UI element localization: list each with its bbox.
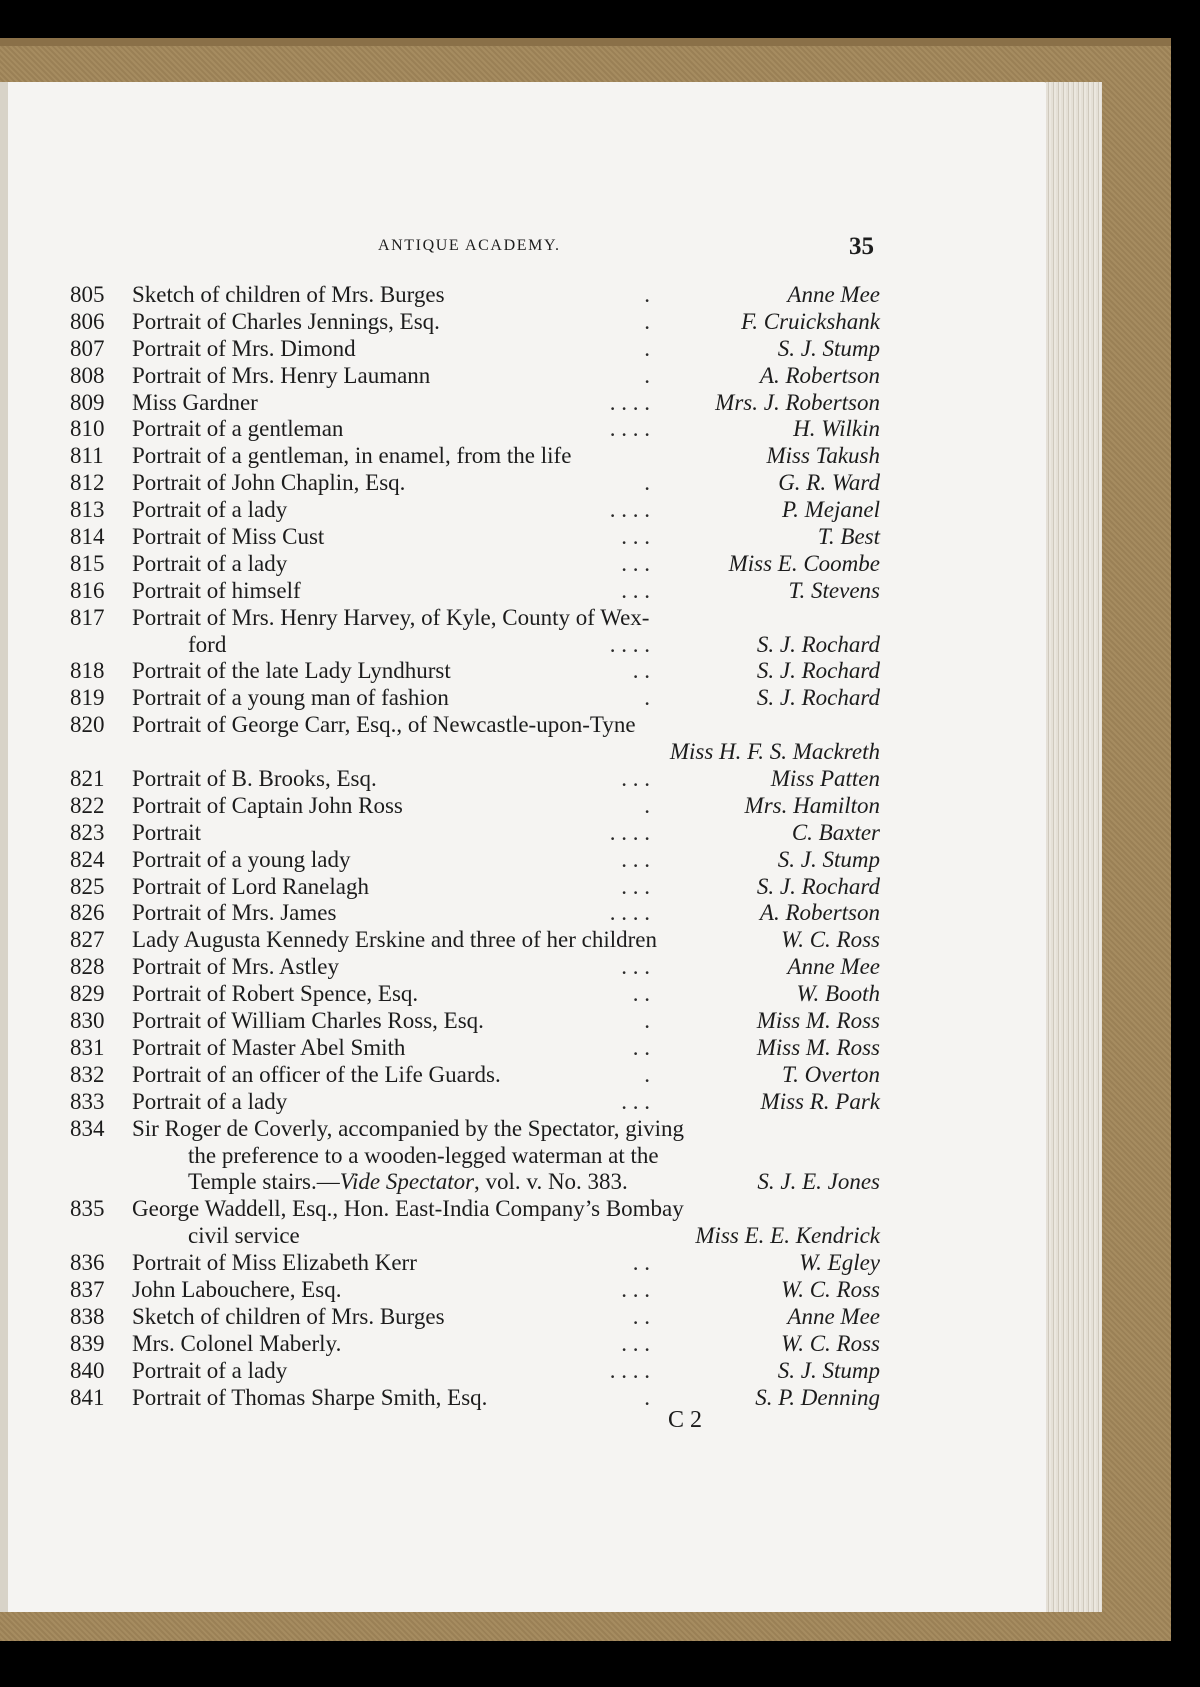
- entry-continuation: ford: [188, 631, 227, 657]
- catalogue-entry: [70, 1331, 880, 1358]
- leader-dots: .: [644, 470, 650, 496]
- entry-continuation-line: [70, 632, 880, 659]
- entry-artist: S. J. Rochard: [756, 685, 880, 711]
- catalogue-entry: [70, 874, 880, 901]
- catalogue-entry: [70, 309, 880, 336]
- entry-number: 829: [70, 981, 105, 1007]
- entry-line: [70, 1089, 880, 1116]
- entry-number: 824: [70, 846, 105, 872]
- leader-dots: .: [644, 335, 650, 361]
- entry-line: [70, 1331, 880, 1358]
- entry-title: Portrait of himself: [132, 577, 301, 603]
- entry-continuation: civil service: [188, 1223, 300, 1249]
- catalogue-entry: [70, 658, 880, 685]
- entry-number: 838: [70, 1303, 105, 1329]
- entry-continuation-line: [70, 739, 880, 766]
- entry-title: Portrait of Mrs. James: [132, 900, 337, 926]
- leader-dots: . . .: [621, 1088, 650, 1114]
- entry-artist: Anne Mee: [787, 954, 880, 980]
- entry-line: [70, 954, 880, 981]
- catalogue-entry: [70, 712, 880, 766]
- leader-dots: . .: [632, 981, 650, 1007]
- entry-title: Portrait of Robert Spence, Esq.: [132, 981, 419, 1007]
- leader-dots: . . . .: [609, 416, 650, 442]
- catalogue-entry: [70, 900, 880, 927]
- entry-line: [70, 685, 880, 712]
- entry-title: Portrait of Lord Ranelagh: [132, 873, 369, 899]
- page-fore-edge: [1046, 82, 1102, 1612]
- entry-number: 833: [70, 1088, 105, 1114]
- entry-title: Portrait of Miss Elizabeth Kerr: [132, 1250, 417, 1276]
- catalogue-entry: [70, 551, 880, 578]
- entry-artist: T. Overton: [782, 1061, 880, 1087]
- leader-dots: .: [644, 1384, 650, 1410]
- entry-artist: W. C. Ross: [781, 1330, 880, 1356]
- entry-line: [70, 927, 880, 954]
- entry-number: 837: [70, 1276, 105, 1302]
- entry-line: [70, 524, 880, 551]
- entry-artist: A. Robertson: [759, 900, 880, 926]
- entry-title: Portrait of an officer of the Life Guards.: [132, 1061, 501, 1087]
- entry-number: 820: [70, 712, 105, 738]
- entry-title: Portrait: [132, 819, 201, 845]
- entry-title: Portrait of George Carr, Esq., of Newcastle-upon-Tyne: [132, 712, 636, 738]
- entry-line: [70, 1277, 880, 1304]
- entry-artist: Miss Takush: [766, 443, 880, 469]
- leader-dots: . . .: [621, 524, 650, 550]
- entry-title: Portrait of Mrs. Henry Laumann: [132, 362, 431, 388]
- entry-line: [70, 712, 880, 739]
- entry-number: 812: [70, 470, 105, 496]
- entry-artist: Anne Mee: [787, 1303, 880, 1329]
- entry-title: Portrait of Mrs. Dimond: [132, 335, 356, 361]
- leader-dots: . .: [632, 1250, 650, 1276]
- entry-line: [70, 1250, 880, 1277]
- entry-title: Sketch of children of Mrs. Burges: [132, 1303, 445, 1329]
- catalogue-entry: [70, 927, 880, 954]
- entry-title: Portrait of William Charles Ross, Esq.: [132, 1008, 484, 1034]
- entry-line: [70, 551, 880, 578]
- catalogue-entry: [70, 1035, 880, 1062]
- catalogue-entry: [70, 1196, 880, 1250]
- entry-citation-italic: Vide Spectator: [339, 1169, 475, 1195]
- entry-line: [70, 900, 880, 927]
- catalogue-entry: [70, 497, 880, 524]
- entry-artist: C. Baxter: [791, 819, 880, 845]
- leader-dots: .: [644, 1008, 650, 1034]
- entry-line: [70, 1116, 880, 1143]
- entry-number: 809: [70, 389, 105, 415]
- entry-title: Portrait of a lady: [132, 1357, 288, 1383]
- entry-artist: S. J. E. Jones: [757, 1169, 880, 1195]
- leader-dots: . . .: [621, 1276, 650, 1302]
- entry-continuation-line: [70, 1143, 880, 1170]
- entry-number: 816: [70, 577, 105, 603]
- entry-title: Sir Roger de Coverly, accompanied by the Spectator, giving: [132, 1115, 684, 1141]
- entry-artist: Anne Mee: [787, 282, 880, 307]
- entry-number: 830: [70, 1008, 105, 1034]
- entry-continuation-text: Temple stairs.—: [188, 1169, 340, 1195]
- leader-dots: .: [644, 308, 650, 334]
- leader-dots: . . . .: [609, 819, 650, 845]
- entry-title: Portrait of a young man of fashion: [132, 685, 449, 711]
- entry-line: [70, 981, 880, 1008]
- entry-line: [70, 766, 880, 793]
- entry-title: Portrait of Captain John Ross: [132, 792, 403, 818]
- entry-number: 808: [70, 362, 105, 388]
- entry-title: Portrait of Master Abel Smith: [132, 1034, 406, 1060]
- catalogue-entry: [70, 1250, 880, 1277]
- entry-line: [70, 1008, 880, 1035]
- entry-line: [70, 847, 880, 874]
- catalogue-entry: [70, 954, 880, 981]
- entry-line: [70, 390, 880, 417]
- entry-title: Sketch of children of Mrs. Burges: [132, 282, 445, 307]
- entry-title: Lady Augusta Kennedy Erskine and three of her children: [132, 927, 657, 953]
- entry-number: 814: [70, 524, 105, 550]
- entry-line: [70, 282, 880, 309]
- entry-title: Portrait of a lady: [132, 497, 288, 523]
- entry-number: 817: [70, 604, 105, 630]
- leader-dots: . . .: [621, 577, 650, 603]
- entry-line: [70, 497, 880, 524]
- catalogue-entry: [70, 685, 880, 712]
- catalogue-entry: [70, 578, 880, 605]
- entry-line: [70, 1035, 880, 1062]
- entry-line: [70, 443, 880, 470]
- running-head: ANTIQUE ACADEMY.: [378, 237, 561, 254]
- catalogue-entry: [70, 1116, 880, 1197]
- catalogue-entry: [70, 1385, 880, 1412]
- entry-artist: T. Best: [817, 524, 880, 550]
- leader-dots: . . .: [621, 846, 650, 872]
- entry-number: 826: [70, 900, 105, 926]
- entry-artist: W. C. Ross: [781, 1276, 880, 1302]
- entry-title: Portrait of a lady: [132, 550, 288, 576]
- entry-number: 810: [70, 416, 105, 442]
- entry-title: Portrait of a gentleman: [132, 416, 344, 442]
- entry-number: 839: [70, 1330, 105, 1356]
- entry-artist: Miss M. Ross: [756, 1008, 880, 1034]
- catalogue-entry: [70, 1089, 880, 1116]
- entry-artist: A. Robertson: [759, 362, 880, 388]
- entry-title: Portrait of B. Brooks, Esq.: [132, 766, 377, 792]
- entry-artist: T. Stevens: [788, 577, 880, 603]
- catalogue-entry: [70, 847, 880, 874]
- entry-number: 818: [70, 658, 105, 684]
- leader-dots: . . . .: [609, 497, 650, 523]
- entry-continuation-text: , vol. v. No. 383.: [474, 1169, 628, 1195]
- entry-artist: Miss H. F. S. Mackreth: [669, 739, 880, 765]
- catalogue-entry: [70, 390, 880, 417]
- entry-title: Portrait of a gentleman, in enamel, from the life: [132, 443, 572, 469]
- leader-dots: . . .: [621, 1330, 650, 1356]
- cover-edge: [0, 38, 1171, 46]
- entry-title: Portrait of John Chaplin, Esq.: [132, 470, 406, 496]
- entry-line: [70, 470, 880, 497]
- entry-number: 840: [70, 1357, 105, 1383]
- entry-number: 813: [70, 497, 105, 523]
- catalogue-entry: [70, 1008, 880, 1035]
- entry-number: 832: [70, 1061, 105, 1087]
- entry-artist: Miss Patten: [770, 766, 880, 792]
- entry-artist: S. J. Rochard: [756, 631, 880, 657]
- entry-line: [70, 363, 880, 390]
- entry-title: Portrait of the late Lady Lyndhurst: [132, 658, 451, 684]
- entry-artist: W. C. Ross: [781, 927, 880, 953]
- entry-line: [70, 336, 880, 363]
- entry-line: [70, 658, 880, 685]
- entry-number: 815: [70, 550, 105, 576]
- entry-artist: Mrs. Hamilton: [744, 792, 880, 818]
- entry-artist: G. R. Ward: [778, 470, 880, 496]
- entry-line: [70, 793, 880, 820]
- entry-title: Portrait of Mrs. Astley: [132, 954, 339, 980]
- entry-title: Portrait of Charles Jennings, Esq.: [132, 308, 440, 334]
- entry-number: 823: [70, 819, 105, 845]
- entry-number: 834: [70, 1115, 105, 1141]
- entry-line: [70, 1304, 880, 1331]
- entry-continuation: the preference to a wooden-legged waterman at the: [188, 1142, 659, 1168]
- leader-dots: . . .: [621, 766, 650, 792]
- entry-continuation-line: [70, 1223, 880, 1250]
- leader-dots: . .: [632, 658, 650, 684]
- entry-line: [70, 874, 880, 901]
- page-number: 35: [849, 233, 874, 260]
- leader-dots: . . .: [621, 550, 650, 576]
- entry-artist: S. J. Stump: [777, 1357, 880, 1383]
- leader-dots: . .: [632, 1303, 650, 1329]
- entry-number: 827: [70, 927, 105, 953]
- leader-dots: .: [644, 362, 650, 388]
- entry-title: Portrait of Thomas Sharpe Smith, Esq.: [132, 1384, 488, 1410]
- entry-line: [70, 578, 880, 605]
- entry-artist: S. J. Stump: [777, 335, 880, 361]
- entry-number: 841: [70, 1384, 105, 1410]
- leader-dots: . . . .: [609, 631, 650, 657]
- leader-dots: .: [644, 685, 650, 711]
- entry-line: [70, 309, 880, 336]
- entry-artist: F. Cruickshank: [741, 308, 880, 334]
- entry-line: [70, 1062, 880, 1089]
- catalogue-entry: [70, 363, 880, 390]
- entry-continuation-line: [70, 1169, 880, 1196]
- entry-title: Mrs. Colonel Maberly.: [132, 1330, 342, 1356]
- entry-number: 825: [70, 873, 105, 899]
- entry-number: 805: [70, 282, 105, 307]
- catalogue-entry: [70, 1358, 880, 1385]
- entry-number: 807: [70, 335, 105, 361]
- entry-line: [70, 416, 880, 443]
- catalogue-entry: [70, 1304, 880, 1331]
- entry-title: Portrait of a lady: [132, 1088, 288, 1114]
- catalogue-entry: [70, 605, 880, 659]
- catalogue-entry: [70, 524, 880, 551]
- signature-mark: C 2: [668, 1407, 703, 1433]
- entry-title: John Labouchere, Esq.: [132, 1276, 342, 1302]
- entry-artist: Mrs. J. Robertson: [715, 389, 880, 415]
- entry-artist: W. Booth: [796, 981, 880, 1007]
- entry-artist: S. J. Rochard: [756, 658, 880, 684]
- catalogue-entry: [70, 1277, 880, 1304]
- entry-number: 835: [70, 1196, 105, 1222]
- catalogue-entry: [70, 1062, 880, 1089]
- leader-dots: . . . .: [609, 389, 650, 415]
- entry-artist: Miss M. Ross: [756, 1034, 880, 1060]
- entry-number: 806: [70, 308, 105, 334]
- leader-dots: . . . .: [609, 1357, 650, 1383]
- entry-artist: H. Wilkin: [793, 416, 880, 442]
- entry-number: 821: [70, 766, 105, 792]
- leader-dots: .: [644, 1061, 650, 1087]
- entry-number: 811: [70, 443, 104, 469]
- catalogue-entry: [70, 766, 880, 793]
- entry-number: 836: [70, 1250, 105, 1276]
- entry-artist: S. J. Rochard: [756, 873, 880, 899]
- leader-dots: .: [644, 282, 650, 307]
- entry-artist: Miss E. Coombe: [728, 550, 880, 576]
- entry-artist: Miss E. E. Kendrick: [695, 1223, 880, 1249]
- entry-artist: P. Mejanel: [782, 497, 880, 523]
- catalogue-entry: [70, 981, 880, 1008]
- leader-dots: . . . .: [609, 900, 650, 926]
- leader-dots: . . .: [621, 954, 650, 980]
- entry-title: Portrait of Mrs. Henry Harvey, of Kyle, County of Wex-: [132, 604, 650, 630]
- entry-number: 831: [70, 1034, 105, 1060]
- entry-number: 828: [70, 954, 105, 980]
- entry-line: [70, 605, 880, 632]
- entry-line: [70, 1385, 880, 1412]
- catalogue-entry: [70, 416, 880, 443]
- catalogue-entry: [70, 336, 880, 363]
- entry-title: George Waddell, Esq., Hon. East-India Company’s Bombay: [132, 1196, 684, 1222]
- entry-number: 819: [70, 685, 105, 711]
- entry-artist: Miss R. Park: [760, 1088, 880, 1114]
- entry-title: Miss Gardner: [132, 389, 258, 415]
- catalogue-entry-list: [70, 282, 880, 1411]
- entry-number: 822: [70, 792, 105, 818]
- entry-line: [70, 1196, 880, 1223]
- entry-continuation: [188, 1169, 628, 1196]
- catalogue-entry: [70, 443, 880, 470]
- entry-title: Portrait of Miss Cust: [132, 524, 325, 550]
- leader-dots: . . .: [621, 873, 650, 899]
- entry-line: [70, 820, 880, 847]
- entry-artist: S. J. Stump: [777, 846, 880, 872]
- catalogue-entry: [70, 282, 880, 309]
- entry-artist: S. P. Denning: [755, 1384, 880, 1410]
- leader-dots: . .: [632, 1034, 650, 1060]
- catalogue-entry: [70, 820, 880, 847]
- entry-artist: W. Egley: [799, 1250, 880, 1276]
- catalogue-entry: [70, 793, 880, 820]
- leader-dots: .: [644, 792, 650, 818]
- entry-title: Portrait of a young lady: [132, 846, 351, 872]
- catalogue-entry: [70, 470, 880, 497]
- entry-line: [70, 1358, 880, 1385]
